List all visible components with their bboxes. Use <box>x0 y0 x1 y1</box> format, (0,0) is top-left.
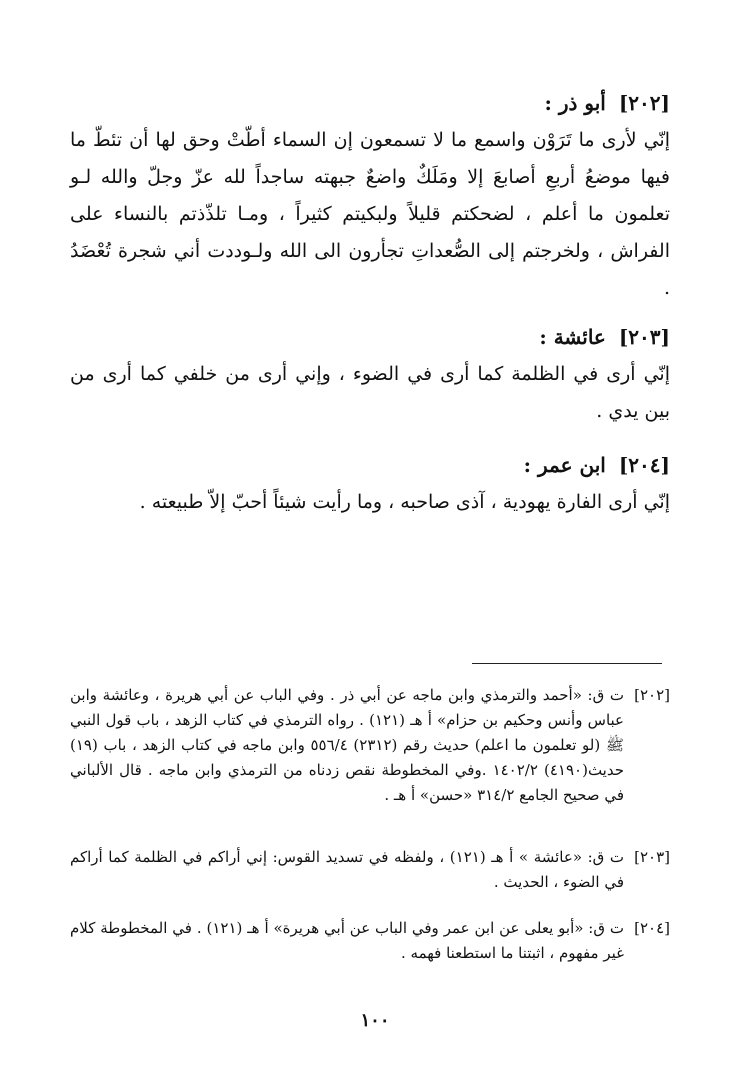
page-number: ١٠٠ <box>360 1010 390 1031</box>
entry-heading <box>70 88 670 118</box>
entry-text: إنّي أرى الفارة يهودية ، آذى صاحبه ، وما رأيت شيئاً أحبّ إلاّ طبيعته . <box>139 491 670 513</box>
footnote-204 <box>70 916 670 966</box>
entry-heading <box>70 450 670 480</box>
entry-text: إنّي لأرى ما تَرَوْن واسمع ما لا تسمعون إن السماء أطّتْ وحق لها أن تئطّ ما فيها موضعُ أربعِ أصابعَ إلا ومَلَكٌ واضعٌ جبهته ساجداً لله عزّ وجلّ والله لـو تعلمون ما أعلم ، لضحكتم قليلاً ولبكيتم كثيراً ، ومـا تلذّذتم بالنساء على الفراش ، ولخرجتم إلى الصُّعداتِ تجأرون الى الله ولـوددت أني شجرة تُعْضَدُ . <box>70 129 671 299</box>
entry-title: أبو ذر : <box>544 91 606 115</box>
entry-title: ابن عمر : <box>523 453 606 477</box>
footnote-number: [٢٠٢] <box>634 686 670 704</box>
entry-number: [٢٠٤] <box>618 453 670 477</box>
entry-202 <box>70 88 670 307</box>
footnote-divider <box>472 663 662 664</box>
entry-203 <box>70 322 670 430</box>
footnote-202 <box>70 683 670 808</box>
entry-title: عائشة : <box>539 325 606 349</box>
footnote-text: ت ق: «عائشة » أ هـ (١٢١) ، ولفظه في تسديد القوس: إني أراكم في الظلمة كما أراكم في الضوء ، الحديث . <box>70 848 625 891</box>
entry-number: [٢٠٢] <box>618 91 670 115</box>
footnote-text: ت ق: «أحمد والترمذي وابن ماجه عن أبي ذر . وفي الباب عن أبي هريرة ، وعائشة وابن عباس وأنس وحكيم بن حزام» أ هـ (١٢١) . رواه الترمذي في كتاب الزهد ، باب قول النبي ﷺ (لو تعلمون ما اعلم) حديث رقم (٢٣١٢) ٥٥٦/٤ وابن ماجه في كتاب الزهد ، باب (١٩) حديث(٤١٩٠) ١٤٠٢/٢ .وفي المخطوطة نقص زدناه من الترمذي وابن ماجه . قال الألباني في صحيح الجامع ٣١٤/٢ «حسن» أ هـ . <box>70 686 625 804</box>
entry-204 <box>70 450 670 521</box>
footnote-number: [٢٠٤] <box>634 919 670 937</box>
footnote-text: ت ق: «أبو يعلى عن ابن عمر وفي الباب عن أبي هريرة» أ هـ (١٢١) . في المخطوطة كلام غير مفهوم ، اثبتنا ما استطعنا فهمه . <box>70 919 624 962</box>
entry-number: [٢٠٣] <box>618 325 670 349</box>
entry-heading <box>70 322 670 352</box>
footnote-number: [٢٠٣] <box>634 848 670 866</box>
entry-text: إنّي أرى في الظلمة كما أرى في الضوء ، وإني أرى من خلفي كما أرى من بين يدي . <box>70 363 670 422</box>
footnote-203 <box>70 845 670 895</box>
